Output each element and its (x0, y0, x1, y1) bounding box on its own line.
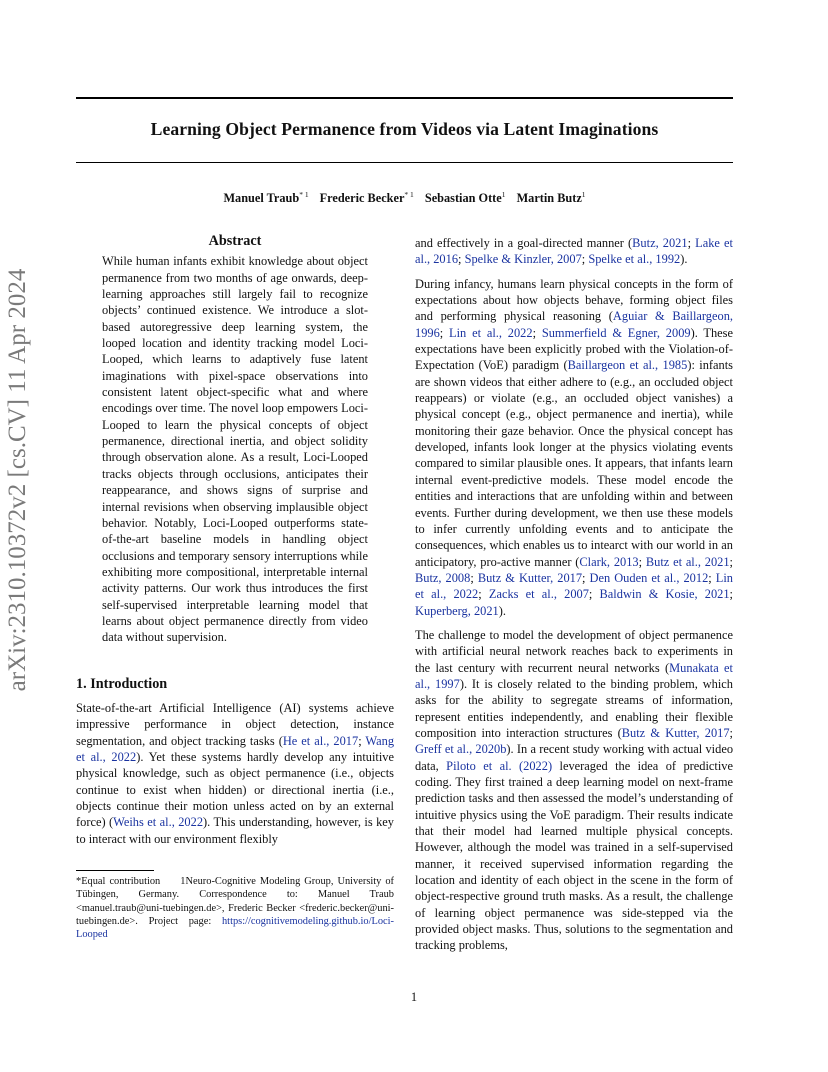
author-name: Sebastian Otte (424, 191, 502, 205)
page-number: 1 (410, 990, 418, 1004)
author (517, 191, 586, 205)
author-name: Martin Butz (516, 191, 582, 205)
citation-link[interactable]: Kuperberg, 2021 (415, 603, 499, 618)
citation-link[interactable]: Aguiar & Baillargeon, 1996 (415, 309, 733, 340)
left-column (76, 233, 394, 847)
citation-link[interactable]: Lin et al., 2022 (449, 325, 533, 340)
footnote (76, 875, 394, 941)
citation-link[interactable]: Summerfield & Egner, 2009 (541, 325, 691, 340)
intro-paragraph: The challenge to model the development of object permanence with artificial neural network reaches back to experiments in the last century with recurrent neural networks (Munakata et al., 1997). It is closely related to the binding problem, which asks for the ability to segregate streams of information, represent entities independently, and enabling their flexible composition into interaction structures (Butz & Kutter, 2017; Greff et al., 2020b). In a recent study working with actual video data, Piloto et al. (2022) leveraged the idea of predictive coding. They first trained a deep learning model on next-frame prediction tasks and then assessed the model’s understanding of intuitive physics using the VoE paradigm. Their results indicate that their model had learned multiple physical concepts. However, although the model was trained in a self-supervised manner, it received supervised information regarding the location and identity of each object in the scene in the form of object-respective ground truth masks. As a result, the challenge of learning object permanence was side-stepped via the provided object masks. Thus, solutions to the segmentation and tracking problems, (415, 627, 734, 953)
intro-paragraph: During infancy, humans learn physical concepts in the form of expectations about how objects behave, forming object files and performing physical reasoning (Aguiar & Baillargeon, 1996; Lin et al., 2022; Summerfield & Egner, 2009). These expectations have been explicitly probed with the Violation-of-Expectation (VoE) paradigm (Baillargeon et al., 1985): infants are shown videos that either adhere to (e.g., an occluded object reappears) or violate (e.g., an occluded object vanishes) a physical concept (e.g., object permanence and inertia), while monitoring their gaze behavior. Once the physical concept has developed, infants look longer at the physics violating events compared to similar plausible ones. It appears, that infants learn internal event-predictive models. These model encode the entities and interactions that are unfolding within and between events. Further during development, we then use these models to infer currently unfolding events and to anticipate the consequences, which enables us to intearct with our world in an anticipatory, pro-active manner (Clark, 2013; Butz et al., 2021; Butz, 2008; Butz & Kutter, 2017; Den Ouden et al., 2012; Lin et al., 2022; Zacks et al., 2007; Baldwin & Kosie, 2021; Kuperberg, 2021). (415, 276, 734, 618)
citation-link[interactable]: He et al., 2017 (282, 733, 359, 748)
author-affiliation-mark: 1 (501, 190, 506, 199)
author-affiliation-mark: * 1 (404, 190, 414, 199)
footnote-affiliation: 1Neuro-Cognitive Modeling Group, University of Tübingen, Germany. (76, 876, 394, 901)
citation-link[interactable]: Wang et al., 2022 (76, 733, 395, 764)
citation-link[interactable]: Butz & Kutter, 2017 (621, 725, 730, 740)
author-affiliation-mark: 1 (581, 190, 586, 199)
intro-paragraph: and effectively in a goal-directed manner (Butz, 2021; Lake et al., 2016; Spelke & Kinzler, 2007; Spelke et al., 1992). (415, 236, 733, 267)
section-heading-introduction: 1. Introduction (76, 675, 168, 692)
author-name: Manuel Traub (223, 191, 300, 205)
citation-link[interactable]: Zacks et al., 2007 (488, 587, 589, 602)
author (223, 191, 308, 205)
citation-link[interactable]: Baldwin & Kosie, 2021 (599, 587, 730, 602)
citation-link[interactable]: Munakata et al., 1997 (415, 660, 733, 691)
intro-paragraph: State-of-the-art Artificial Intelligence (AI) systems achieve impressive performance in object detection, instance segmentation, and object tracking tasks (He et al., 2017; Wang et al., 2022). Yet these systems hardly develop any intuitive physical knowledge, such as object permanence (i.e., objects continue to exist when hidden) or directional inertia (i.e., objects continue their motion unless acted on by an external force) (Weihs et al., 2022). This understanding, however, is key to interact with our environment flexibly (76, 700, 395, 846)
citation-link[interactable]: Butz, 2008 (415, 570, 471, 585)
author (425, 191, 506, 205)
citation-link[interactable]: Butz et al., 2021 (645, 554, 730, 569)
citation-link[interactable]: Spelke & Kinzler, 2007 (464, 252, 582, 267)
footnote-correspondence: Correspondence to: Manuel Traub <manuel.traub@uni-tuebingen.de>, Frederic Becker <frederic.becker@uni-tuebingen.de>. (76, 889, 394, 927)
author-affiliation-mark: * 1 (299, 190, 309, 199)
abstract-text: While human infants exhibit knowledge about object permanence from two months of age onwards, deep-learning approaches still largely fail to recognize objects’ continued existence. We introduce a slot-based autoregressive deep learning system, the looped location and identity tracking model Loci-Looped, which learns to adaptively fuse latent imaginations with pixel-space observations into consistent latent object-specific what and where encodings over time. The novel loop empowers Loci-Looped to learn the physical concepts of object permanence, directional inertia, and object solidity through observation alone. As a result, Loci-Looped tracks objects through occlusions, anticipates their reappearance, and shows signs of surprise and internal revisions when observing implausible object behavior. Notably, Loci-Looped outperforms state-of-the-art baseline models in handling object occlusions and temporary sensory interruptions while exhibiting more compositional, interpretable internal activity patterns. Our work thus introduces the first self-supervised interpretable learning model that learns about object permanence directly from video data without supervision. (102, 254, 368, 645)
citation-link[interactable]: Baillargeon et al., 1985 (567, 358, 688, 373)
citation-link[interactable]: Clark, 2013 (579, 554, 639, 569)
citation-link[interactable]: Spelke et al., 1992 (588, 252, 681, 267)
citation-link[interactable]: Den Ouden et al., 2012 (589, 570, 709, 585)
citation-link[interactable]: Weihs et al., 2022 (113, 815, 204, 830)
abstract-heading: Abstract (208, 233, 262, 249)
citation-link[interactable]: Greff et al., 2020b (415, 742, 507, 757)
arxiv-identifier: arXiv:2310.10372v2 [cs.CV] 11 Apr 2024 (4, 268, 31, 692)
footnote-equal-contribution: *Equal contribution (76, 876, 161, 887)
author-name: Frederic Becker (319, 191, 405, 205)
citation-link[interactable]: Butz & Kutter, 2017 (477, 570, 583, 585)
paper-title: Learning Object Permanence from Videos via Latent Imaginations (150, 119, 659, 139)
citation-link[interactable]: Lin et al., 2022 (415, 570, 733, 602)
footnote-divider (76, 870, 154, 871)
title-rule-bottom (76, 162, 733, 163)
project-page-link[interactable]: https://cognitivemodeling.github.io/Loci-Looped (76, 915, 394, 941)
right-column (415, 235, 733, 954)
author (320, 191, 414, 205)
citation-link[interactable]: Butz, 2021 (632, 236, 688, 250)
citation-link[interactable]: Lake et al., 2016 (415, 236, 733, 267)
author-list (76, 190, 733, 206)
title-rule-top (76, 97, 733, 99)
footnote-project-label: Project page: (148, 915, 212, 927)
citation-link[interactable]: Piloto et al. (2022) (446, 758, 553, 773)
